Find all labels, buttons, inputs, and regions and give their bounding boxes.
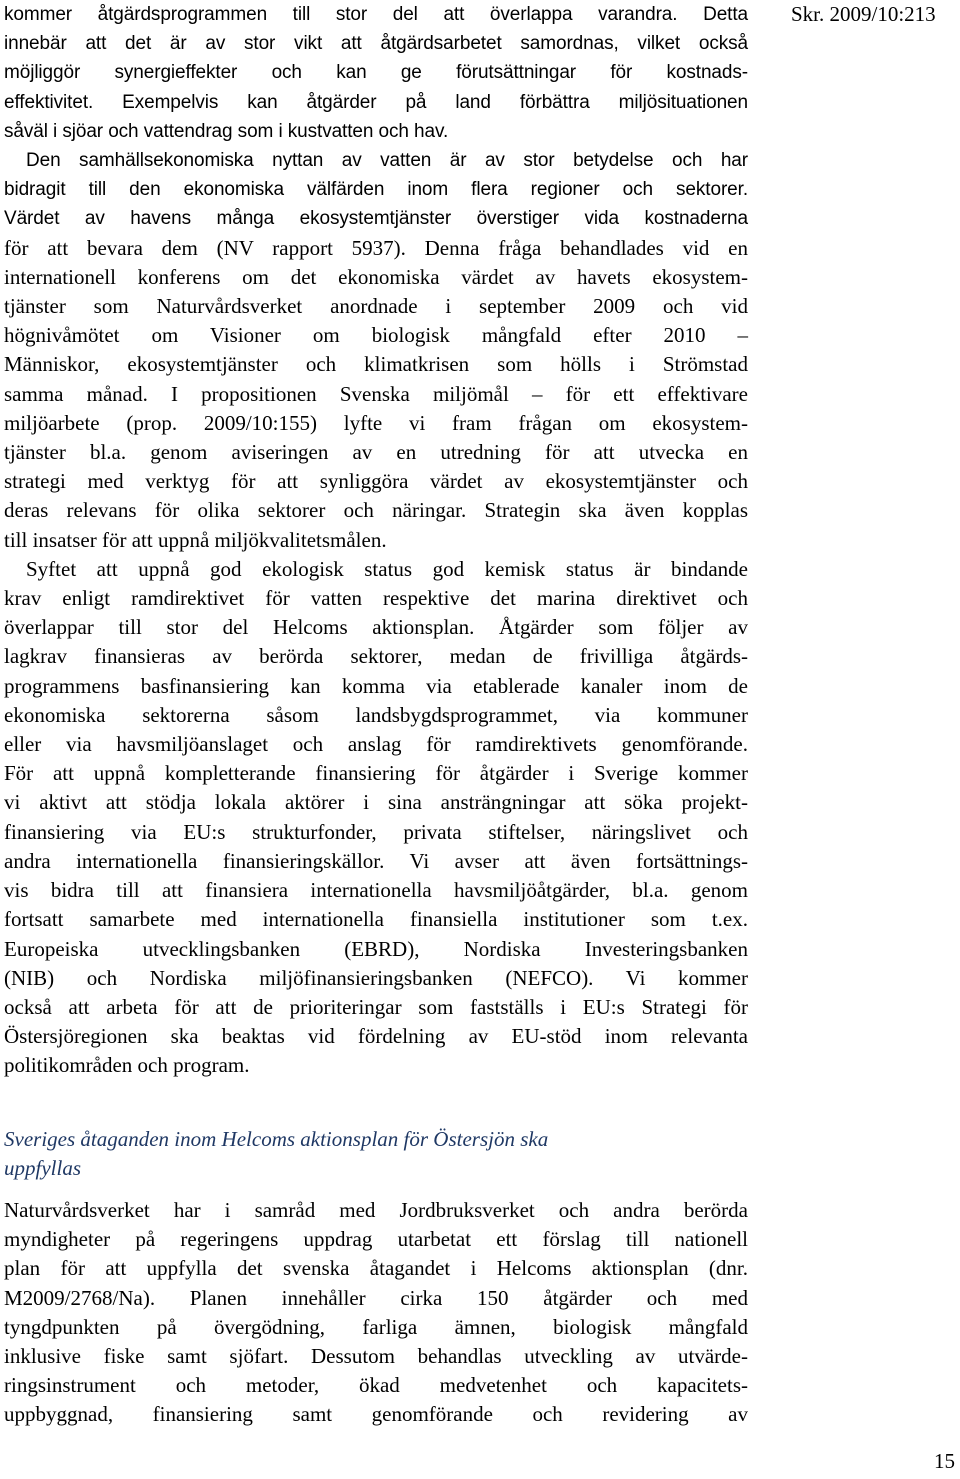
text-line: tyngdpunkten på övergödning, farliga ämnen, biologisk mångfald bbox=[4, 1314, 748, 1339]
text-line: kommer åtgärdsprogrammen till stor del att överlappa varandra. Detta bbox=[4, 4, 748, 25]
text-line: För att uppnå kompletterande finansiering för åtgärder i Sverige kommer bbox=[4, 761, 748, 786]
text-line: till insatser för att uppnå miljökvalitetsmålen. bbox=[4, 527, 387, 552]
text-line: politikområden och program. bbox=[4, 1053, 250, 1078]
text-line: strategi med verktyg för att synliggöra värdet av ekosystemtjänster och bbox=[4, 469, 748, 494]
text-line: Människor, ekosystemtjänster och klimatkrisen som hölls i Strömstad bbox=[4, 352, 748, 377]
section-heading bbox=[4, 1125, 748, 1183]
text-line: möjliggör synergieffekter och kan ge förutsättningar för kostnads- bbox=[4, 62, 748, 84]
section-body-text bbox=[4, 1196, 748, 1430]
text-line: Syftet att uppnå god ekologisk status god kemisk status är bindande bbox=[26, 556, 748, 581]
text-line: programmens basfinansiering kan komma via etablerade kanaler inom de bbox=[4, 673, 748, 698]
text-line: effektivitet. Exempelvis kan åtgärder på land förbättra miljösituationen bbox=[4, 91, 748, 113]
text-line: ringsinstrument och metoder, ökad medvetenhet och kapacitets- bbox=[4, 1373, 748, 1398]
text-line: också att arbeta för att de prioriteringar som fastställs i EU:s Strategi för bbox=[4, 994, 748, 1019]
text-line: Östersjöregionen ska beaktas vid fördelning av EU-stöd inom relevanta bbox=[4, 1024, 748, 1049]
text-line: plan för att uppfylla det svenska åtagandet i Helcoms aktionsplan (dnr. bbox=[4, 1256, 748, 1281]
text-line: andra internationella finansieringskällor. Vi avser att även fortsättnings- bbox=[4, 848, 748, 873]
text-line: finansiering via EU:s strukturfonder, privata stiftelser, näringslivet och bbox=[4, 819, 748, 844]
text-line: (NIB) och Nordiska miljöfinansieringsbanken (NEFCO). Vi kommer bbox=[4, 965, 748, 990]
text-line: inklusive fiske samt sjöfart. Dessutom behandlas utveckling av utvärde- bbox=[4, 1344, 748, 1369]
text-line: lagkrav finansieras av berörda sektorer, medan de frivilliga åtgärds- bbox=[4, 644, 748, 669]
margin-document-reference: Skr. 2009/10:213 bbox=[791, 2, 936, 26]
text-line: såväl i sjöar och vattendrag som i kustvatten och hav. bbox=[4, 120, 449, 142]
section-heading-line: Sveriges åtaganden inom Helcoms aktionsplan för Östersjön ska bbox=[4, 1127, 549, 1151]
text-line: fortsatt samarbete med internationella finansiella institutioner som t.ex. bbox=[4, 907, 748, 932]
text-line: uppbyggnad, finansiering samt genomförande och revidering av bbox=[4, 1402, 748, 1427]
text-line: tjänster bl.a. genom aviseringen av en utredning för att utvecka en bbox=[4, 440, 748, 465]
text-line: Naturvårdsverket har i samråd med Jordbruksverket och andra berörda bbox=[4, 1198, 748, 1222]
text-line: tjänster som Naturvårdsverket anordnade i september 2009 och vid bbox=[4, 294, 748, 319]
text-line: internationell konferens om det ekonomiska värdet av havets ekosystem- bbox=[4, 264, 748, 289]
text-line: deras relevans för olika sektorer och näringar. Strategin ska även kopplas bbox=[4, 498, 748, 523]
text-line: vis bidra till att finansiera internationella havsmiljöåtgärder, bl.a. genom bbox=[4, 878, 748, 903]
page-number: 15 bbox=[934, 1449, 955, 1473]
text-line: vi aktivt att stödja lokala aktörer i sina ansträngningar att söka projekt- bbox=[4, 790, 748, 815]
text-line: Europeiska utvecklingsbanken (EBRD), Nordiska Investeringsbanken bbox=[4, 936, 748, 961]
text-line: myndigheter på regeringens uppdrag utarbetat ett förslag till nationell bbox=[4, 1227, 748, 1252]
main-body-text bbox=[4, 0, 748, 1081]
text-line: eller via havsmiljöanslaget och anslag för ramdirektivets genomförande. bbox=[4, 732, 748, 757]
text-line: samma månad. I propositionen Svenska miljömål – för ett effektivare bbox=[4, 381, 748, 406]
text-line: Värdet av havens många ekosystemtjänster överstiger vida kostnaderna bbox=[4, 208, 748, 230]
text-line: överlappar till stor del Helcoms aktionsplan. Åtgärder som följer av bbox=[4, 615, 748, 640]
section-heading-line: uppfyllas bbox=[4, 1156, 81, 1180]
text-line: Den samhällsekonomiska nyttan av vatten är av stor betydelse och har bbox=[26, 150, 748, 172]
text-line: M2009/2768/Na). Planen innehåller cirka 150 åtgärder och med bbox=[4, 1285, 748, 1310]
text-line: ekonomiska sektorerna såsom landsbygdsprogrammet, via kommuner bbox=[4, 702, 748, 727]
text-line: bidragit till den ekonomiska välfärden inom flera regioner och sektorer. bbox=[4, 179, 748, 201]
text-line: miljöarbete (prop. 2009/10:155) lyfte vi fram frågan om ekosystem- bbox=[4, 410, 748, 435]
text-line: högnivåmötet om Visioner om biologisk mångfald efter 2010 – bbox=[4, 323, 748, 348]
text-line: för att bevara dem (NV rapport 5937). Denna fråga behandlades vid en bbox=[4, 235, 748, 260]
text-line: innebär att det är av stor vikt att åtgärdsarbetet samordnas, vilket också bbox=[4, 33, 748, 55]
text-line: krav enligt ramdirektivet för vatten respektive det marina direktivet och bbox=[4, 586, 748, 611]
